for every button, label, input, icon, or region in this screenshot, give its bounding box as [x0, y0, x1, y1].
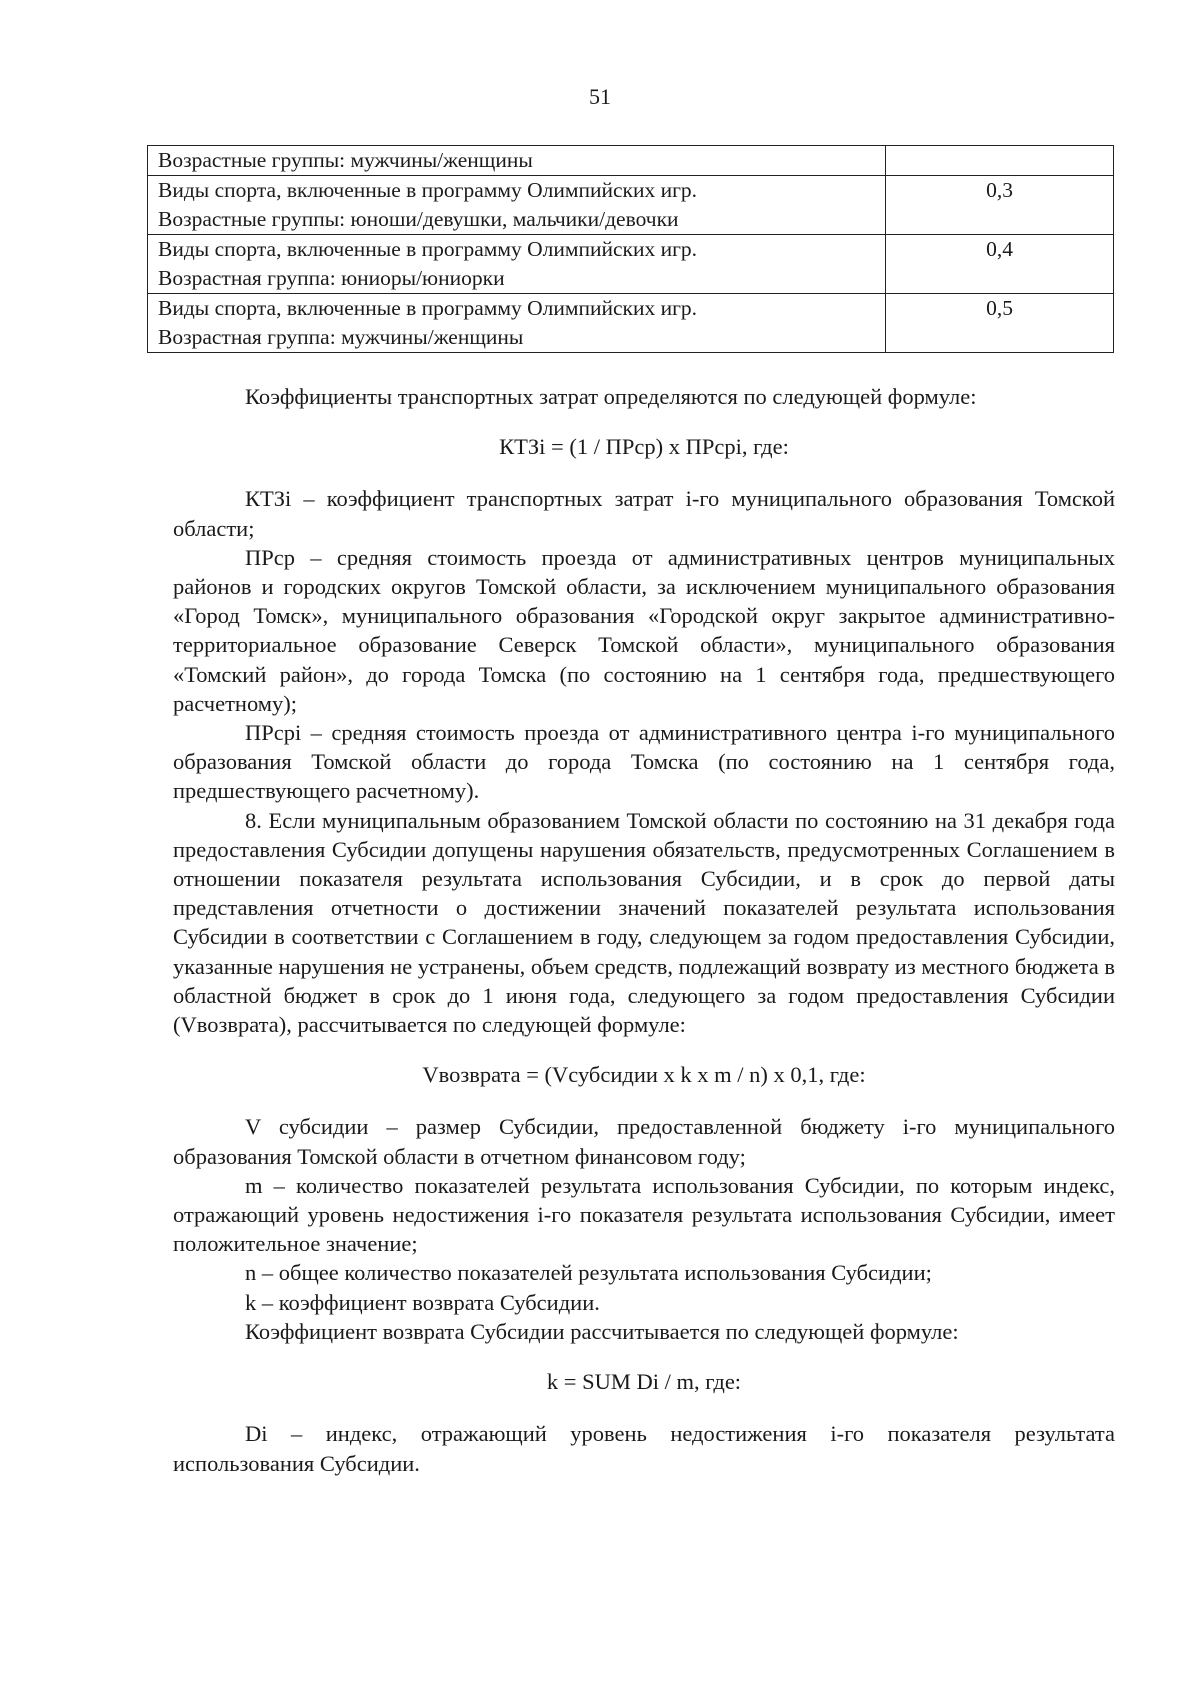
cell-line: Виды спорта, включенные в программу Олимпийских игр. [158, 237, 698, 261]
formula-ktzi: КТЗi = (1 / ПРср) x ПРсрi, где: [499, 434, 789, 460]
table-cell-value: 0,4 [886, 235, 1114, 294]
definition-di: Di – индекс, отражающий уровень недостижения i-го показателя результата использования Субсидии. [173, 1421, 1115, 1476]
cell-line: Возрастные группы: юноши/девушки, мальчики/девочки [158, 207, 679, 231]
definition-k: k – коэффициент возврата Субсидии. [245, 1289, 600, 1315]
definition-prsr: ПРср – средняя стоимость проезда от административных центров муниципальных районов и городских округов Томской области, за исключением муниципального образования «Город Томск», муниципального образования «Городской округ закрытое административно-территориальное образование Северск Томской области», муниципального образования «Томский район», до города Томска (по состоянию на 1 сентября года, предшествующего расчетному); [173, 544, 1115, 716]
table-cell-description [148, 294, 886, 353]
definition-vsubsidii: V субсидии – размер Субсидии, предоставленной бюджету i-го муниципального образования Томской области в отчетном финансовом году; [173, 1114, 1115, 1169]
item-8-paragraph: 8. Если муниципальным образованием Томской области по состоянию на 31 декабря года предоставления Субсидии допущены нарушения обязательств, предусмотренных Соглашением в отношении показателя результата использования Субсидии, и в срок до первой даты представления отчетности о достижении значений показателей результата использования Субсидии в соответствии с Соглашением в году, следующем за годом предоставления Субсидии, указанные нарушения не устранены, объем средств, подлежащий возврату из местного бюджета в областной бюджет в срок до 1 июня года, следующего за годом предоставления Субсидии (Vвозврата), рассчитывается по следующей формуле: [173, 807, 1115, 1038]
cell-line: Возрастная группа: мужчины/женщины [158, 325, 524, 349]
definition-n: n – общее количество показателей результата использования Субсидии; [245, 1260, 932, 1286]
table-cell-value: 0,3 [886, 176, 1114, 235]
table-row [148, 176, 1114, 235]
k-intro-paragraph: Коэффициент возврата Субсидии рассчитывается по следующей формуле: [245, 1318, 959, 1344]
table-cell-description [148, 176, 886, 235]
definition-m: m – количество показателей результата использования Субсидии, по которым индекс, отражающий уровень недостижения i-го показателя результата использования Субсидии, имеет положительное значение; [173, 1172, 1115, 1257]
cell-line: Возрастные группы: мужчины/женщины [158, 148, 533, 172]
cell-line: Возрастная группа: юниоры/юниорки [158, 266, 505, 290]
transport-intro-paragraph: Коэффициенты транспортных затрат определяются по следующей формуле: [245, 384, 977, 409]
definition-prsri: ПРсрi – средняя стоимость проезда от административного центра i-го муниципального образования Томской области до города Томска (по состоянию на 1 сентября года, предшествующего расчетному). [173, 720, 1115, 804]
cell-line: Виды спорта, включенные в программу Олимпийских игр. [158, 296, 698, 320]
table-cell-value: 0,5 [886, 294, 1114, 353]
coefficient-table [147, 145, 1114, 353]
cell-line: Виды спорта, включенные в программу Олимпийских игр. [158, 178, 698, 202]
table-row [148, 235, 1114, 294]
formula-k: k = SUM Di / m, где: [546, 1369, 742, 1395]
table-row [148, 146, 1114, 176]
document-body [173, 382, 1115, 1478]
table-cell-value [886, 146, 1114, 176]
table-cell-description [148, 146, 886, 176]
table-row [148, 294, 1114, 353]
definition-ktzi: КТЗi – коэффициент транспортных затрат i-го муниципального образования Томской области; [173, 486, 1115, 541]
formula-vvozvrata: Vвозврата = (Vсубсидии x k x m / n) x 0,1, где: [422, 1062, 866, 1088]
table-cell-description [148, 235, 886, 294]
page-number: 51 [589, 84, 611, 109]
